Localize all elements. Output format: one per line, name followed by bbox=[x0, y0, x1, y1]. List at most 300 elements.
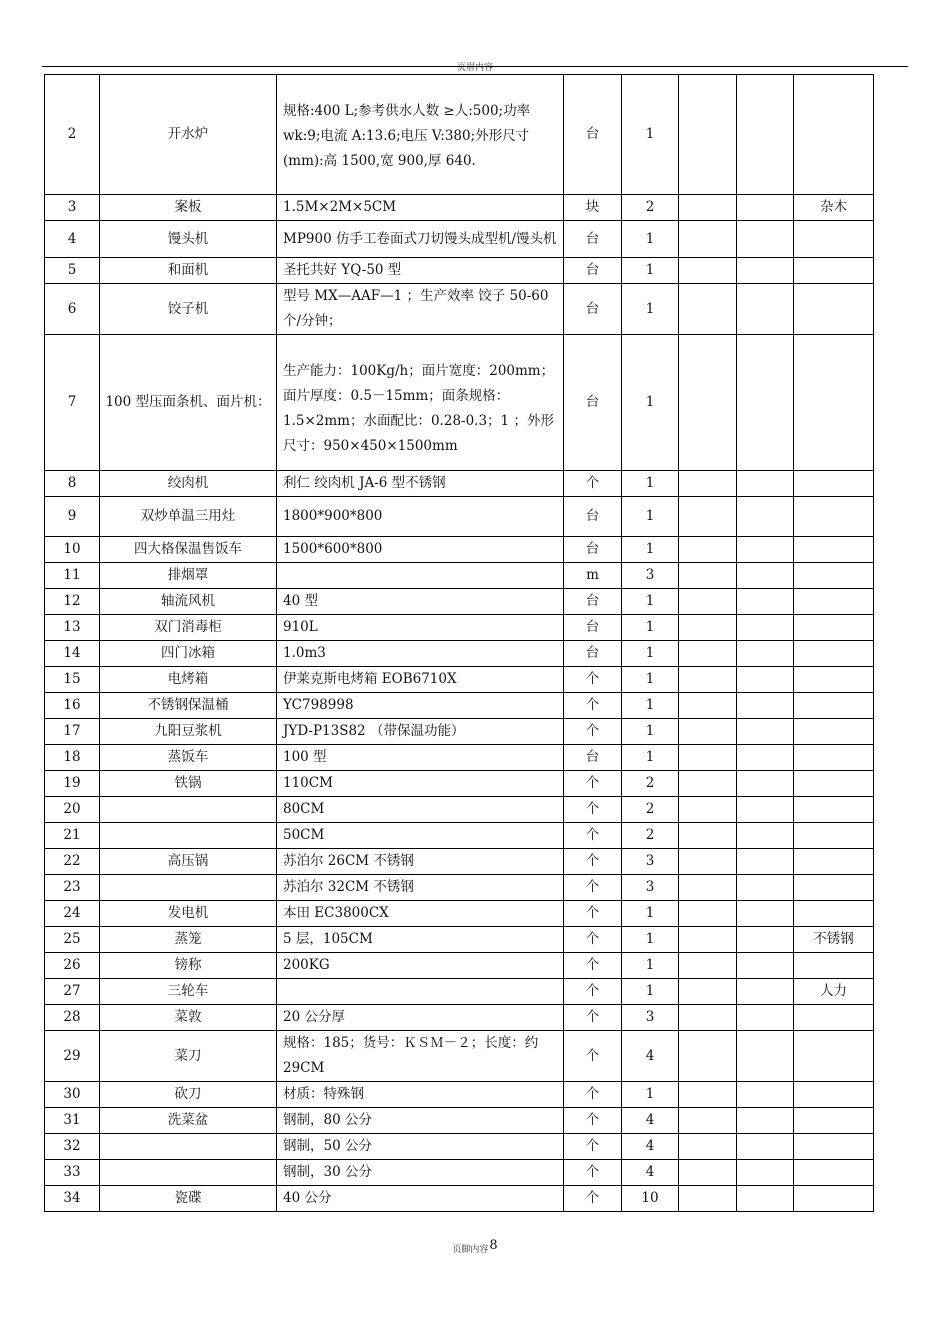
blank-cell bbox=[679, 258, 737, 284]
blank-cell bbox=[737, 1134, 794, 1160]
blank-cell bbox=[737, 75, 794, 195]
row-number: 6 bbox=[45, 284, 100, 335]
blank-cell bbox=[679, 771, 737, 797]
item-name bbox=[100, 797, 277, 823]
item-unit: 块 bbox=[564, 195, 622, 221]
item-quantity: 1 bbox=[622, 1082, 679, 1108]
table-row bbox=[45, 1108, 874, 1134]
row-number: 29 bbox=[45, 1031, 100, 1082]
item-name bbox=[100, 1160, 277, 1186]
item-quantity: 1 bbox=[622, 537, 679, 563]
item-quantity: 3 bbox=[622, 563, 679, 589]
item-spec: 1500*600*800 bbox=[277, 537, 564, 563]
blank-cell bbox=[679, 901, 737, 927]
item-spec: 40 型 bbox=[277, 589, 564, 615]
item-note bbox=[794, 667, 874, 693]
blank-cell bbox=[737, 797, 794, 823]
row-number: 16 bbox=[45, 693, 100, 719]
row-number: 27 bbox=[45, 979, 100, 1005]
item-spec: JYD-P13S82 （带保温功能） bbox=[277, 719, 564, 745]
item-note bbox=[794, 1186, 874, 1212]
item-name: 菜刀 bbox=[100, 1031, 277, 1082]
item-quantity: 4 bbox=[622, 1031, 679, 1082]
item-note bbox=[794, 719, 874, 745]
item-quantity: 1 bbox=[622, 75, 679, 195]
table-row bbox=[45, 1186, 874, 1212]
item-unit: 个 bbox=[564, 719, 622, 745]
row-number: 22 bbox=[45, 849, 100, 875]
item-name: 发电机 bbox=[100, 901, 277, 927]
item-name: 案板 bbox=[100, 195, 277, 221]
blank-cell bbox=[679, 335, 737, 471]
row-number: 24 bbox=[45, 901, 100, 927]
item-spec: 本田 EC3800CX bbox=[277, 901, 564, 927]
item-spec: 生产能力：100Kg/h；面片宽度：200mm；面片厚度：0.5－15mm；面条规格：1.5×2mm；水面配比：0.28-0.3；1 ；外形尺寸：950×450×1500mm bbox=[277, 335, 564, 471]
item-name: 蒸饭车 bbox=[100, 745, 277, 771]
item-spec: 1800*900*800 bbox=[277, 497, 564, 537]
item-name: 菜敦 bbox=[100, 1005, 277, 1031]
item-quantity: 1 bbox=[622, 284, 679, 335]
blank-cell bbox=[737, 641, 794, 667]
item-spec: 苏泊尔 32CM 不锈钢 bbox=[277, 875, 564, 901]
item-spec: 20 公分厚 bbox=[277, 1005, 564, 1031]
item-note bbox=[794, 1082, 874, 1108]
blank-cell bbox=[737, 1005, 794, 1031]
item-unit: 个 bbox=[564, 875, 622, 901]
item-quantity: 2 bbox=[622, 771, 679, 797]
item-spec: 1.5M×2M×5CM bbox=[277, 195, 564, 221]
row-number: 15 bbox=[45, 667, 100, 693]
blank-cell bbox=[737, 471, 794, 497]
table-row bbox=[45, 1082, 874, 1108]
item-note: 不锈钢 bbox=[794, 927, 874, 953]
row-number: 34 bbox=[45, 1186, 100, 1212]
footer-text: 页脚内容 bbox=[452, 1245, 489, 1255]
item-unit: 台 bbox=[564, 641, 622, 667]
item-quantity: 1 bbox=[622, 979, 679, 1005]
blank-cell bbox=[679, 221, 737, 258]
page-footer bbox=[0, 1238, 950, 1255]
item-note: 人力 bbox=[794, 979, 874, 1005]
item-name: 100 型压面条机、面片机： bbox=[100, 335, 277, 471]
item-quantity: 2 bbox=[622, 823, 679, 849]
table-row bbox=[45, 195, 874, 221]
item-name: 馒头机 bbox=[100, 221, 277, 258]
item-name: 不锈钢保温桶 bbox=[100, 693, 277, 719]
blank-cell bbox=[679, 1160, 737, 1186]
blank-cell bbox=[737, 589, 794, 615]
blank-cell bbox=[737, 1186, 794, 1212]
row-number: 20 bbox=[45, 797, 100, 823]
item-quantity: 1 bbox=[622, 589, 679, 615]
table-row bbox=[45, 497, 874, 537]
item-spec: 钢制，50 公分 bbox=[277, 1134, 564, 1160]
item-quantity: 3 bbox=[622, 875, 679, 901]
table-row bbox=[45, 927, 874, 953]
blank-cell bbox=[737, 849, 794, 875]
item-unit: 个 bbox=[564, 953, 622, 979]
row-number: 10 bbox=[45, 537, 100, 563]
table-row bbox=[45, 537, 874, 563]
item-name: 轴流风机 bbox=[100, 589, 277, 615]
blank-cell bbox=[737, 497, 794, 537]
item-unit: 个 bbox=[564, 471, 622, 497]
item-name bbox=[100, 875, 277, 901]
item-unit: 台 bbox=[564, 335, 622, 471]
row-number: 13 bbox=[45, 615, 100, 641]
item-note bbox=[794, 471, 874, 497]
item-quantity: 1 bbox=[622, 221, 679, 258]
item-spec: 钢制，30 公分 bbox=[277, 1160, 564, 1186]
item-unit: 台 bbox=[564, 589, 622, 615]
table-row bbox=[45, 589, 874, 615]
blank-cell bbox=[679, 1031, 737, 1082]
item-unit: 台 bbox=[564, 745, 622, 771]
item-name: 双炒单温三用灶 bbox=[100, 497, 277, 537]
item-name: 铁锅 bbox=[100, 771, 277, 797]
table-row bbox=[45, 719, 874, 745]
blank-cell bbox=[737, 1082, 794, 1108]
row-number: 9 bbox=[45, 497, 100, 537]
item-quantity: 1 bbox=[622, 641, 679, 667]
item-note bbox=[794, 641, 874, 667]
page-header: 页眉内容 bbox=[456, 63, 493, 73]
item-name: 双门消毒柜 bbox=[100, 615, 277, 641]
table-row bbox=[45, 75, 874, 195]
item-spec bbox=[277, 979, 564, 1005]
row-number: 31 bbox=[45, 1108, 100, 1134]
item-name: 开水炉 bbox=[100, 75, 277, 195]
item-name: 瓷碟 bbox=[100, 1186, 277, 1212]
table-row bbox=[45, 1005, 874, 1031]
row-number: 32 bbox=[45, 1134, 100, 1160]
blank-cell bbox=[737, 979, 794, 1005]
blank-cell bbox=[737, 667, 794, 693]
blank-cell bbox=[737, 1108, 794, 1134]
item-spec: 利仁 绞肉机 JA-6 型不锈钢 bbox=[277, 471, 564, 497]
item-spec: 材质：特殊钢 bbox=[277, 1082, 564, 1108]
item-quantity: 1 bbox=[622, 693, 679, 719]
item-name: 高压锅 bbox=[100, 849, 277, 875]
row-number: 7 bbox=[45, 335, 100, 471]
item-spec: 5 层，105CM bbox=[277, 927, 564, 953]
blank-cell bbox=[679, 284, 737, 335]
item-note bbox=[794, 771, 874, 797]
item-quantity: 1 bbox=[622, 335, 679, 471]
row-number: 2 bbox=[45, 75, 100, 195]
blank-cell bbox=[737, 875, 794, 901]
blank-cell bbox=[679, 1082, 737, 1108]
row-number: 28 bbox=[45, 1005, 100, 1031]
blank-cell bbox=[737, 615, 794, 641]
item-unit: 个 bbox=[564, 1160, 622, 1186]
blank-cell bbox=[679, 693, 737, 719]
blank-cell bbox=[679, 875, 737, 901]
item-unit: 台 bbox=[564, 537, 622, 563]
item-note bbox=[794, 284, 874, 335]
blank-cell bbox=[679, 471, 737, 497]
blank-cell bbox=[737, 1160, 794, 1186]
item-unit: 个 bbox=[564, 901, 622, 927]
item-spec: 50CM bbox=[277, 823, 564, 849]
item-spec: 伊莱克斯电烤箱 EOB6710X bbox=[277, 667, 564, 693]
table-row bbox=[45, 563, 874, 589]
item-unit: 个 bbox=[564, 979, 622, 1005]
blank-cell bbox=[679, 1186, 737, 1212]
table-row bbox=[45, 1160, 874, 1186]
item-unit: 个 bbox=[564, 1082, 622, 1108]
row-number: 11 bbox=[45, 563, 100, 589]
table-row bbox=[45, 641, 874, 667]
item-note: 杂木 bbox=[794, 195, 874, 221]
table-row bbox=[45, 693, 874, 719]
blank-cell bbox=[737, 537, 794, 563]
blank-cell bbox=[737, 823, 794, 849]
table-row bbox=[45, 979, 874, 1005]
item-unit: 个 bbox=[564, 1005, 622, 1031]
item-note bbox=[794, 497, 874, 537]
item-spec: 40 公分 bbox=[277, 1186, 564, 1212]
table-row bbox=[45, 745, 874, 771]
blank-cell bbox=[679, 667, 737, 693]
row-number: 33 bbox=[45, 1160, 100, 1186]
item-spec: 110CM bbox=[277, 771, 564, 797]
item-note bbox=[794, 953, 874, 979]
header-divider bbox=[42, 66, 908, 67]
blank-cell bbox=[679, 849, 737, 875]
item-unit: 个 bbox=[564, 1134, 622, 1160]
item-note bbox=[794, 797, 874, 823]
item-name: 镑称 bbox=[100, 953, 277, 979]
blank-cell bbox=[679, 1108, 737, 1134]
item-quantity: 1 bbox=[622, 497, 679, 537]
blank-cell bbox=[679, 615, 737, 641]
table-row bbox=[45, 797, 874, 823]
blank-cell bbox=[737, 693, 794, 719]
item-spec bbox=[277, 563, 564, 589]
table-row bbox=[45, 875, 874, 901]
item-name: 电烤箱 bbox=[100, 667, 277, 693]
item-name: 洗菜盆 bbox=[100, 1108, 277, 1134]
item-note bbox=[794, 849, 874, 875]
equipment-table bbox=[44, 74, 874, 1212]
blank-cell bbox=[679, 75, 737, 195]
item-note bbox=[794, 221, 874, 258]
item-unit: 台 bbox=[564, 497, 622, 537]
item-spec: 80CM bbox=[277, 797, 564, 823]
row-number: 19 bbox=[45, 771, 100, 797]
item-quantity: 1 bbox=[622, 615, 679, 641]
item-quantity: 1 bbox=[622, 258, 679, 284]
row-number: 23 bbox=[45, 875, 100, 901]
item-unit: 个 bbox=[564, 1108, 622, 1134]
item-note bbox=[794, 335, 874, 471]
blank-cell bbox=[679, 195, 737, 221]
blank-cell bbox=[737, 927, 794, 953]
item-quantity: 10 bbox=[622, 1186, 679, 1212]
item-spec: 100 型 bbox=[277, 745, 564, 771]
item-note bbox=[794, 75, 874, 195]
blank-cell bbox=[679, 953, 737, 979]
item-unit: 个 bbox=[564, 927, 622, 953]
row-number: 18 bbox=[45, 745, 100, 771]
page-number: 8 bbox=[489, 1238, 498, 1253]
table-row bbox=[45, 471, 874, 497]
item-quantity: 1 bbox=[622, 927, 679, 953]
item-unit: 个 bbox=[564, 667, 622, 693]
item-note bbox=[794, 1160, 874, 1186]
blank-cell bbox=[737, 745, 794, 771]
item-spec: 钢制，80 公分 bbox=[277, 1108, 564, 1134]
blank-cell bbox=[679, 537, 737, 563]
item-name: 九阳豆浆机 bbox=[100, 719, 277, 745]
item-note bbox=[794, 537, 874, 563]
item-quantity: 4 bbox=[622, 1134, 679, 1160]
item-name bbox=[100, 1134, 277, 1160]
item-spec: 苏泊尔 26CM 不锈钢 bbox=[277, 849, 564, 875]
blank-cell bbox=[679, 589, 737, 615]
item-quantity: 4 bbox=[622, 1108, 679, 1134]
item-note bbox=[794, 589, 874, 615]
table-row bbox=[45, 953, 874, 979]
blank-cell bbox=[737, 563, 794, 589]
row-number: 12 bbox=[45, 589, 100, 615]
table-row bbox=[45, 284, 874, 335]
item-quantity: 1 bbox=[622, 953, 679, 979]
item-note bbox=[794, 1108, 874, 1134]
blank-cell bbox=[679, 641, 737, 667]
blank-cell bbox=[679, 823, 737, 849]
item-name: 绞肉机 bbox=[100, 471, 277, 497]
item-unit: 个 bbox=[564, 849, 622, 875]
item-spec: 规格:400 L;参考供水人数 ≥人:500;功率 wk:9;电流 A:13.6;电压 V:380;外形尺寸(mm):高 1500,宽 900,厚 640. bbox=[277, 75, 564, 195]
blank-cell bbox=[679, 719, 737, 745]
blank-cell bbox=[679, 745, 737, 771]
table-row bbox=[45, 615, 874, 641]
item-name: 和面机 bbox=[100, 258, 277, 284]
row-number: 14 bbox=[45, 641, 100, 667]
blank-cell bbox=[737, 1031, 794, 1082]
blank-cell bbox=[737, 953, 794, 979]
blank-cell bbox=[679, 1134, 737, 1160]
item-name: 三轮车 bbox=[100, 979, 277, 1005]
item-quantity: 1 bbox=[622, 719, 679, 745]
item-name bbox=[100, 823, 277, 849]
item-unit: 台 bbox=[564, 284, 622, 335]
table-row bbox=[45, 1031, 874, 1082]
item-name: 蒸笼 bbox=[100, 927, 277, 953]
item-quantity: 3 bbox=[622, 1005, 679, 1031]
item-unit: m bbox=[564, 563, 622, 589]
blank-cell bbox=[737, 719, 794, 745]
item-spec: 200KG bbox=[277, 953, 564, 979]
item-note bbox=[794, 901, 874, 927]
item-quantity: 2 bbox=[622, 195, 679, 221]
row-number: 30 bbox=[45, 1082, 100, 1108]
blank-cell bbox=[679, 797, 737, 823]
table-row bbox=[45, 771, 874, 797]
blank-cell bbox=[737, 221, 794, 258]
item-unit: 个 bbox=[564, 693, 622, 719]
item-quantity: 1 bbox=[622, 901, 679, 927]
table-row bbox=[45, 221, 874, 258]
item-spec: 1.0m3 bbox=[277, 641, 564, 667]
blank-cell bbox=[737, 284, 794, 335]
blank-cell bbox=[737, 771, 794, 797]
blank-cell bbox=[737, 195, 794, 221]
item-note bbox=[794, 563, 874, 589]
row-number: 25 bbox=[45, 927, 100, 953]
item-name: 四大格保温售饭车 bbox=[100, 537, 277, 563]
item-spec: MP900 仿手工卷面式刀切馒头成型机/馒头机 bbox=[277, 221, 564, 258]
item-spec: 规格：185；货号：ＫＳＭ－２；长度：约 29CM bbox=[277, 1031, 564, 1082]
blank-cell bbox=[679, 1005, 737, 1031]
row-number: 8 bbox=[45, 471, 100, 497]
blank-cell bbox=[679, 563, 737, 589]
item-note bbox=[794, 1031, 874, 1082]
item-spec: YC798998 bbox=[277, 693, 564, 719]
table-row bbox=[45, 823, 874, 849]
item-note bbox=[794, 875, 874, 901]
item-note bbox=[794, 745, 874, 771]
item-quantity: 1 bbox=[622, 667, 679, 693]
item-name: 饺子机 bbox=[100, 284, 277, 335]
blank-cell bbox=[679, 497, 737, 537]
item-name: 砍刀 bbox=[100, 1082, 277, 1108]
item-note bbox=[794, 693, 874, 719]
item-unit: 台 bbox=[564, 258, 622, 284]
item-quantity: 2 bbox=[622, 797, 679, 823]
item-quantity: 1 bbox=[622, 745, 679, 771]
row-number: 26 bbox=[45, 953, 100, 979]
item-note bbox=[794, 615, 874, 641]
row-number: 3 bbox=[45, 195, 100, 221]
table-row bbox=[45, 849, 874, 875]
blank-cell bbox=[737, 258, 794, 284]
blank-cell bbox=[737, 335, 794, 471]
item-spec: 910L bbox=[277, 615, 564, 641]
item-spec: 型号 MX—AAF—1 ；生产效率 饺子 50-60 个/分钟； bbox=[277, 284, 564, 335]
table-row bbox=[45, 1134, 874, 1160]
item-unit: 个 bbox=[564, 823, 622, 849]
table-row bbox=[45, 667, 874, 693]
item-name: 四门冰箱 bbox=[100, 641, 277, 667]
row-number: 17 bbox=[45, 719, 100, 745]
item-note bbox=[794, 823, 874, 849]
row-number: 21 bbox=[45, 823, 100, 849]
row-number: 4 bbox=[45, 221, 100, 258]
item-note bbox=[794, 258, 874, 284]
item-name: 排烟罩 bbox=[100, 563, 277, 589]
item-quantity: 4 bbox=[622, 1160, 679, 1186]
item-note bbox=[794, 1134, 874, 1160]
blank-cell bbox=[679, 979, 737, 1005]
item-unit: 台 bbox=[564, 75, 622, 195]
item-quantity: 1 bbox=[622, 471, 679, 497]
row-number: 5 bbox=[45, 258, 100, 284]
item-unit: 个 bbox=[564, 797, 622, 823]
item-unit: 个 bbox=[564, 1186, 622, 1212]
item-note bbox=[794, 1005, 874, 1031]
table-row bbox=[45, 258, 874, 284]
blank-cell bbox=[737, 901, 794, 927]
item-unit: 台 bbox=[564, 615, 622, 641]
item-quantity: 3 bbox=[622, 849, 679, 875]
item-spec: 圣托共好 YQ-50 型 bbox=[277, 258, 564, 284]
blank-cell bbox=[679, 927, 737, 953]
table-row bbox=[45, 901, 874, 927]
item-unit: 个 bbox=[564, 771, 622, 797]
